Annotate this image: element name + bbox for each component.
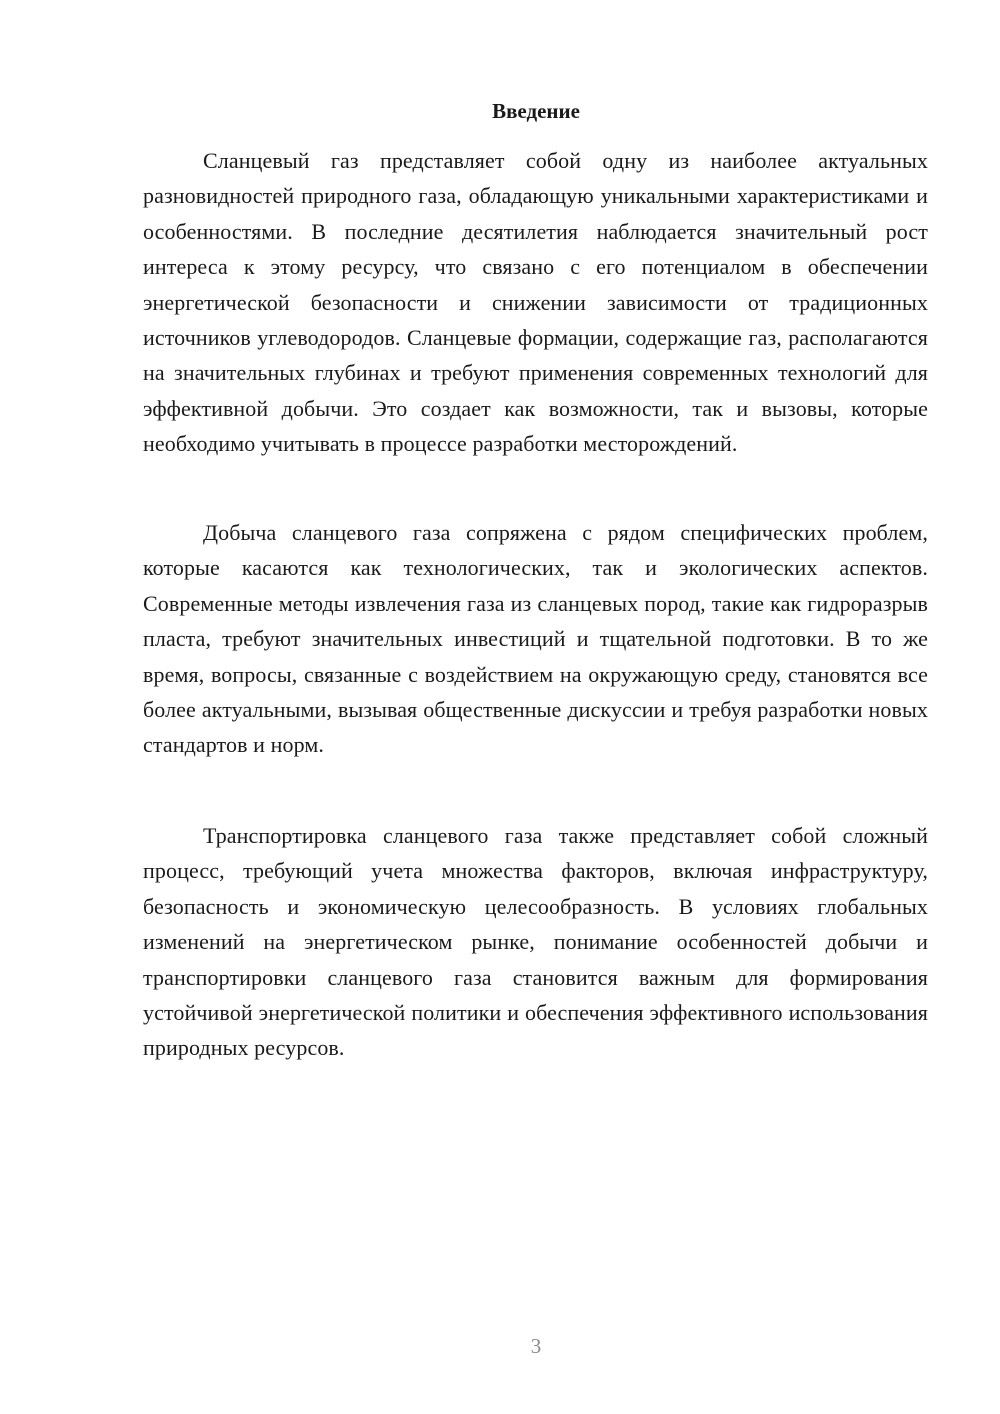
paragraph-introduction-3: Транспортировка сланцевого газа также представляет собой сложный процесс, требующий учета множества факторов, включая инфраструктуру, безопасность и экономическую целесообразность. В условиях глобальных изменений на энергетическом рынке, понимание особенностей добычи и транспортировки сланцевого газа становится важным для формирования устойчивой энергетической политики и обеспечения эффективного использования природных ресурсов. — [143, 823, 928, 1061]
page-title: Введение — [492, 99, 580, 123]
page-number: 3 — [530, 1334, 542, 1358]
paragraph-introduction-2: Добыча сланцевого газа сопряжена с рядом специфических проблем, которые касаются как технологических, так и экологических аспектов. Современные методы извлечения газа из сланцевых пород, такие как гидроразрыв пласта, требуют значительных инвестиций и тщательной подготовки. В то же время, вопросы, связанные с воздействием на окружающую среду, становятся все более актуальными, вызывая общественные дискуссии и требуя разработки новых стандартов и норм. — [143, 520, 928, 758]
paragraph-introduction-1: Сланцевый газ представляет собой одну из наиболее актуальных разновидностей природного газа, обладающую уникальными характеристиками и особенностями. В последние десятилетия наблюдается значительный рост интереса к этому ресурсу, что связано с его потенциалом в обеспечении энергетической безопасности и снижении зависимости от традиционных источников углеводородов. Сланцевые формации, содержащие газ, располагаются на значительных глубинах и требуют применения современных технологий для эффективной добычи. Это создает как возможности, так и вызовы, которые необходимо учитывать в процессе разработки месторождений. — [143, 148, 928, 457]
